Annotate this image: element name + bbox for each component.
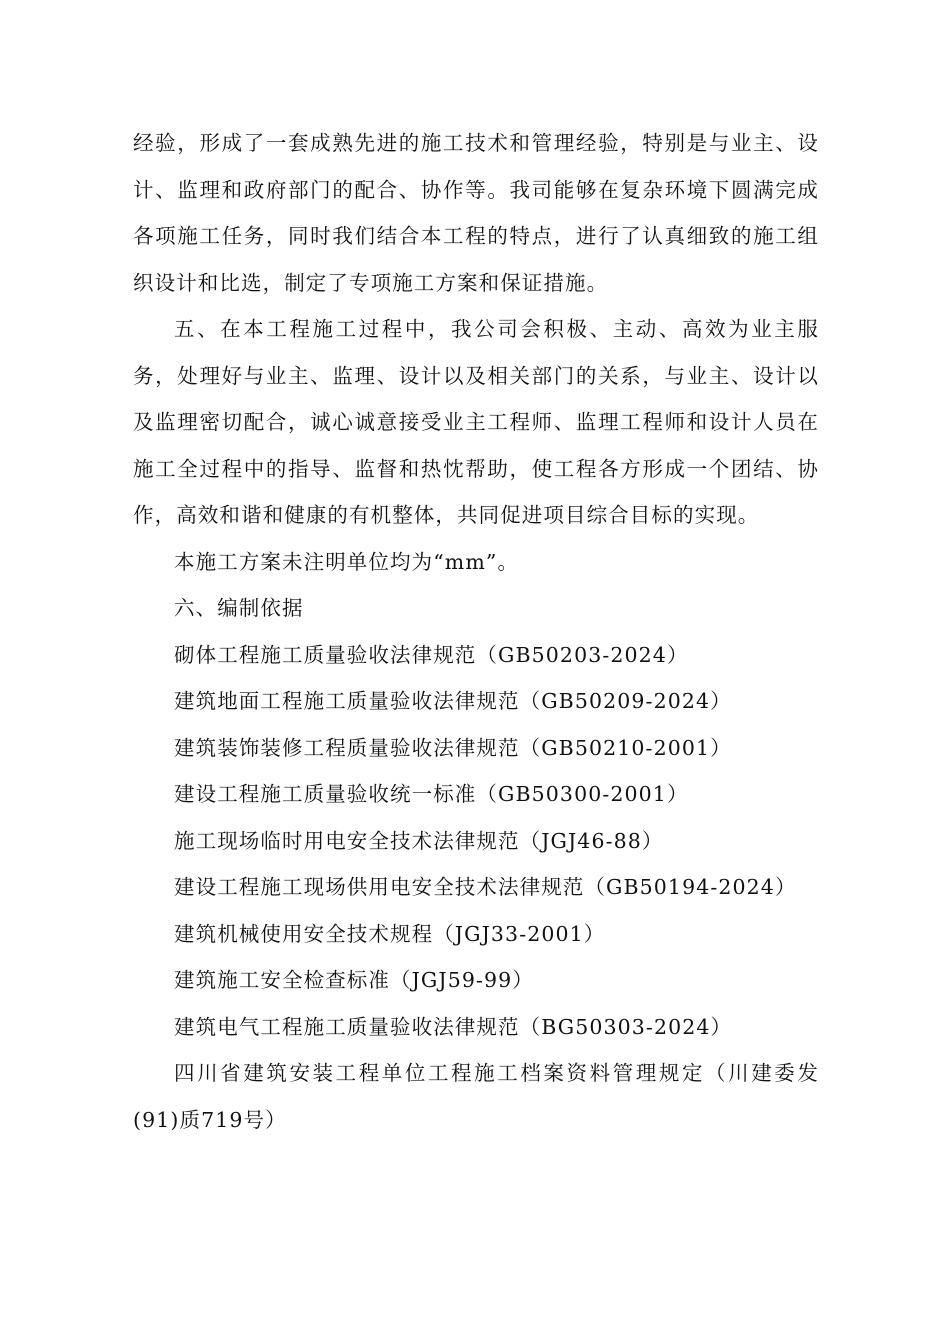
reference-item: 施工现场临时用电安全技术法律规范（JGJ46-88） [174,828,664,853]
paragraph-unit-note: 本施工方案未注明单位均为“mm”。 [174,549,520,574]
reference-item: 建设工程施工现场供用电安全技术法律规范（GB50194-2024） [174,875,797,899]
reference-item: 建筑装饰装修工程质量验收法律规范（GB50210-2001） [174,735,732,760]
paragraph-experience: 经验，形成了一套成熟先进的施工技术和管理经验，特别是与业主、设计、监理和政府部门的配合、协作等。我司能够在复杂环境下圆满完成各项施工任务，同时我们结合本工程的特点，进行了认真细致的施工组织设计和比选，制定了专项施工方案和保证措施。 [133,131,819,295]
reference-item: 建筑地面工程施工质量验收法律规范（GB50209-2024） [174,689,732,713]
paragraph-service: 五、在本工程施工过程中，我公司会积极、主动、高效为业主服务，处理好与业主、监理、设计以及相关部门的关系，与业主、设计以及监理密切配合，诚心诚意接受业主工程师、监理工程师和设计人员在施工全过程中的指导、监督和热忱帮助，使工程各方形成一个团结、协作，高效和谐和健康的有机整体，共同促进项目综合目标的实现。 [133,317,819,527]
reference-item: 建筑机械使用安全技术规程（JGJ33-2001） [174,921,606,946]
reference-item: 建设工程施工质量验收统一标准（GB50300-2001） [174,782,689,806]
document-body [133,120,819,1143]
section-heading-basis: 六、编制依据 [174,596,304,620]
reference-list [133,632,819,1144]
reference-item: 砌体工程施工质量验收法律规范（GB50203-2024） [174,642,689,667]
reference-item: 四川省建筑安装工程单位工程施工档案资料管理规定（川建委发(91)质719号） [133,1061,819,1132]
reference-item: 建筑电气工程施工质量验收法律规范（BG50303-2024） [174,1014,733,1039]
reference-item: 建筑施工安全检查标准（JGJ59-99） [174,968,534,992]
